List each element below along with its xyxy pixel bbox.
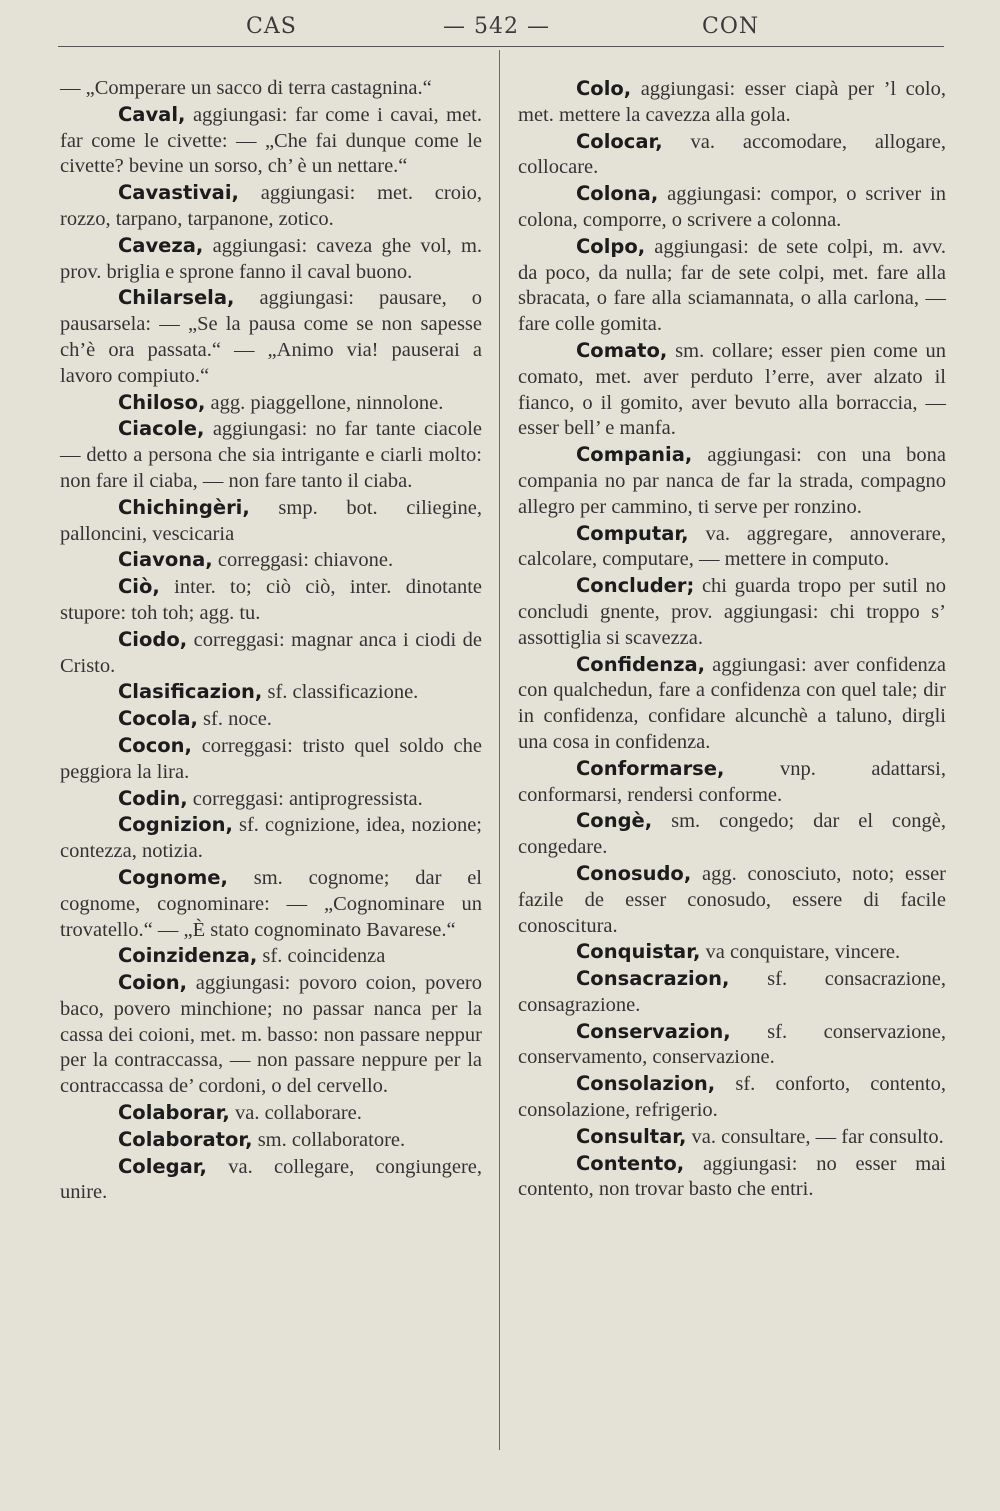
entry-definition: correggasi: magnar anca i ciodi de Cristo. [60, 628, 482, 677]
entry-headword: Coion, [118, 971, 188, 995]
entry-definition: aggiungasi: far come i cavai, met. far come le civette: — „Che fai dunque come le civette? bevine un sorso, ch’ è un nettare.“ [60, 103, 482, 178]
dictionary-entry [518, 652, 946, 756]
entry-headword: Caval, [118, 102, 186, 126]
entry-headword: Chichingèri, [118, 495, 250, 519]
entry-headword: Conosudo, [576, 861, 692, 885]
dictionary-entry [518, 234, 946, 338]
entry-definition: va. accomodare, allogare, collocare. [518, 130, 946, 179]
entry-definition: va. collegare, congiungere, unire. [60, 1155, 482, 1204]
entry-headword: Consacrazion, [576, 967, 730, 991]
dictionary-entry [60, 180, 482, 233]
dictionary-entry [60, 786, 482, 813]
dictionary-entry [60, 390, 482, 417]
entry-headword: Colocar, [576, 129, 663, 153]
dictionary-entry [60, 285, 482, 389]
dictionary-entry [60, 733, 482, 786]
entry-headword: Conservazion, [576, 1019, 731, 1043]
entry-headword: Cocola, [118, 707, 198, 731]
dictionary-entry [518, 521, 946, 574]
header-rule [58, 46, 944, 47]
entry-headword: Cavastivai, [118, 181, 239, 205]
dictionary-entry [518, 1124, 946, 1151]
entry-definition: sm. collaboratore. [257, 1128, 406, 1151]
entry-headword: Compania, [576, 443, 693, 467]
left-column [60, 76, 482, 1206]
entry-definition: inter. to; ciò ciò, inter. dinotante stupore: toh toh; agg. tu. [60, 576, 483, 624]
dictionary-entry [518, 129, 946, 182]
dictionary-entry [60, 547, 482, 574]
dictionary-entry [518, 76, 946, 129]
entry-definition: sf. consacrazione, consagrazione. [518, 968, 946, 1016]
dictionary-entry [60, 102, 482, 180]
entry-definition: sf. cognizione, idea, nozione; contezza, notizia. [60, 814, 482, 863]
header-left-guideword: CAS [246, 14, 297, 39]
column-divider [499, 50, 500, 1450]
entry-definition: correggasi: chiavone. [217, 549, 394, 572]
header-right-guideword: CON [702, 14, 760, 39]
entry-definition: smp. bot. ciliegine, palloncini, vescicaria [60, 496, 483, 545]
entry-headword: Chilarsela, [118, 286, 235, 310]
entry-definition: aggiungasi: aver confidenza con qualchedun, fare a confidenza con quel tale; dir in confidenza, confidare alcunchè a taluno, dirgli una cosa in confidenza. [518, 653, 946, 753]
entry-headword: Ciacole, [118, 417, 205, 441]
dictionary-entry [60, 1127, 482, 1154]
dictionary-entry [60, 627, 482, 680]
left-entries [60, 102, 482, 1206]
entry-headword: Congè, [576, 809, 653, 833]
entry-definition: chi guarda tropo per sutil no concludi gnente, prov. aggiungasi: chi troppo s’ assottiglia si scavezza. [518, 575, 947, 649]
entry-headword: Cognome, [118, 865, 228, 889]
entry-definition: aggiungasi: caveza ghe vol, m. prov. briglia e sprone fanno il caval buono. [60, 234, 483, 283]
entry-headword: Colegar, [118, 1154, 207, 1178]
dictionary-entry [518, 1071, 946, 1124]
entry-headword: Colaborar, [118, 1101, 230, 1125]
dictionary-entry [60, 970, 482, 1100]
entry-headword: Ciavona, [118, 548, 213, 572]
entry-definition: sm. congedo; dar el congè, congedare. [518, 810, 947, 859]
entry-definition: correggasi: antiprogressista. [192, 787, 423, 810]
entry-definition: aggiungasi: met. croio, rozzo, tarpano, tarpanone, zotico. [60, 182, 483, 230]
dictionary-entry [60, 495, 482, 548]
dictionary-entry [518, 573, 946, 651]
entry-definition: agg. conosciuto, noto; esser fazile de esser conosudo, essere di facile conoscitura. [518, 862, 947, 937]
entry-headword: Concluder; [576, 574, 695, 598]
entry-headword: Cognizion, [118, 813, 233, 837]
dictionary-entry [60, 679, 482, 706]
dictionary-entry [518, 861, 946, 939]
dictionary-entry [518, 966, 946, 1019]
entry-headword: Cocon, [118, 733, 192, 757]
entry-definition: aggiungasi: compor, o scriver in colona, comporre, o scrivere a colonna. [518, 183, 946, 231]
entry-headword: Colpo, [576, 234, 646, 258]
entry-definition: va. aggregare, annoverare, calcolare, computare, — mettere in computo. [518, 522, 946, 571]
entry-headword: Consultar, [576, 1124, 687, 1148]
entry-definition: aggiungasi: no esser mai contento, non trovar basto che entri. [518, 1152, 947, 1201]
dictionary-entry [60, 233, 482, 286]
entry-headword: Confidenza, [576, 652, 706, 676]
entry-headword: Coinzidenza, [118, 944, 258, 968]
right-column [518, 76, 946, 1203]
entry-definition: sm. cognome; dar el cognome, cognominare: — „Cognominare un trovatello.“ — „È stato cognominato Bavarese.“ [60, 866, 483, 941]
dictionary-entry [60, 416, 482, 494]
dictionary-entry [518, 338, 946, 442]
entry-headword: Clasificazion, [118, 680, 263, 704]
entry-definition: correggasi: tristo quel soldo che peggiora la lira. [60, 734, 482, 783]
dictionary-entry [60, 943, 482, 970]
entry-headword: Colo, [576, 77, 632, 100]
entry-definition: va conquistare, vincere. [705, 941, 901, 964]
entry-definition: sf. conservazione, conservamento, conservazione. [518, 1020, 946, 1069]
running-header [0, 14, 1000, 46]
entry-headword: Ciò, [118, 575, 160, 599]
dictionary-entry [60, 574, 482, 627]
entry-headword: Consolazion, [576, 1072, 716, 1096]
entry-definition: aggiungasi: con una bona compania no par nanca de far la strada, compagno allegro per cammino, ti serve per ronzino. [518, 444, 947, 518]
entry-headword: Computar, [576, 521, 689, 545]
entry-headword: Ciodo, [118, 627, 188, 651]
right-entries [518, 76, 946, 1203]
entry-definition: aggiungasi: povoro coion, povero baco, povero minchione; no passar nanca per la cassa dei coioni, met. m. basso: non passare neppur per la contraccassa, — non passare neppure per la contraccassa de’ cordoni, o del cervello. [60, 972, 483, 1098]
entry-definition: sf. noce. [203, 708, 272, 731]
entry-headword: Colona, [576, 182, 659, 206]
entry-definition: va. collaborare. [234, 1102, 362, 1125]
entry-definition: agg. piaggellone, ninnolone. [210, 391, 444, 414]
entry-headword: Colaborator, [118, 1127, 253, 1151]
continued-text: — „Comperare un sacco di terra castagnina.“ [60, 77, 432, 99]
entry-headword: Conformarse, [576, 756, 725, 780]
dictionary-entry [518, 442, 946, 520]
entry-definition: va. consultare, — far consulto. [691, 1125, 944, 1148]
entry-definition: sm. collare; esser pien come un comato, met. aver perduto l’erre, aver alzato il fianco, o il gomito, aver bevuto alla borraccia, — esser bell’ e manfa. [518, 339, 946, 440]
dictionary-entry [518, 939, 946, 966]
entry-definition: aggiungasi: esser ciapà per ’l colo, met. mettere la cavezza alla gola. [518, 78, 947, 126]
entry-headword: Chiloso, [118, 390, 206, 414]
dictionary-entry [60, 1154, 482, 1207]
entry-definition: vnp. adattarsi, conformarsi, rendersi conforme. [518, 757, 946, 806]
dictionary-entry [518, 1151, 946, 1204]
entry-headword: Caveza, [118, 233, 204, 257]
entry-headword: Contento, [576, 1151, 685, 1175]
dictionary-entry [518, 808, 946, 861]
entry-definition: sf. coincidenza [262, 945, 386, 968]
entry-definition: aggiungasi: no far tante ciacole — detto a persona che sia intrigante e ciarli molto: non fare il ciaba, — non fare tanto il ciaba. [60, 418, 483, 492]
entry-definition: aggiungasi: de sete colpi, m. avv. da poco, da nulla; far de sete colpi, met. fare alla sbracata, o fare alla sciamannata, o alla carlona, — fare colle gomita. [518, 235, 947, 336]
entry-headword: Codin, [118, 786, 188, 810]
page-number: — 542 — [443, 14, 550, 39]
dictionary-entry [60, 865, 482, 943]
entry-headword: Conquistar, [576, 940, 701, 964]
dictionary-entry [518, 1019, 946, 1072]
entry-definition: sf. conforto, contento, consolazione, refrigerio. [518, 1073, 946, 1122]
entry-definition: sf. classificazione. [267, 681, 419, 704]
dictionary-entry [60, 1100, 482, 1127]
dictionary-entry [60, 812, 482, 865]
dictionary-entry [518, 181, 946, 234]
dictionary-entry [60, 706, 482, 733]
entry-definition: aggiungasi: pausare, o pausarsela: — „Se la pausa come se non sapesse ch’è ora passata.“ — „Animo via! pauserai a lavoro compiuto.“ [60, 287, 482, 387]
entry-headword: Comato, [576, 338, 668, 362]
dictionary-entry [518, 756, 946, 809]
